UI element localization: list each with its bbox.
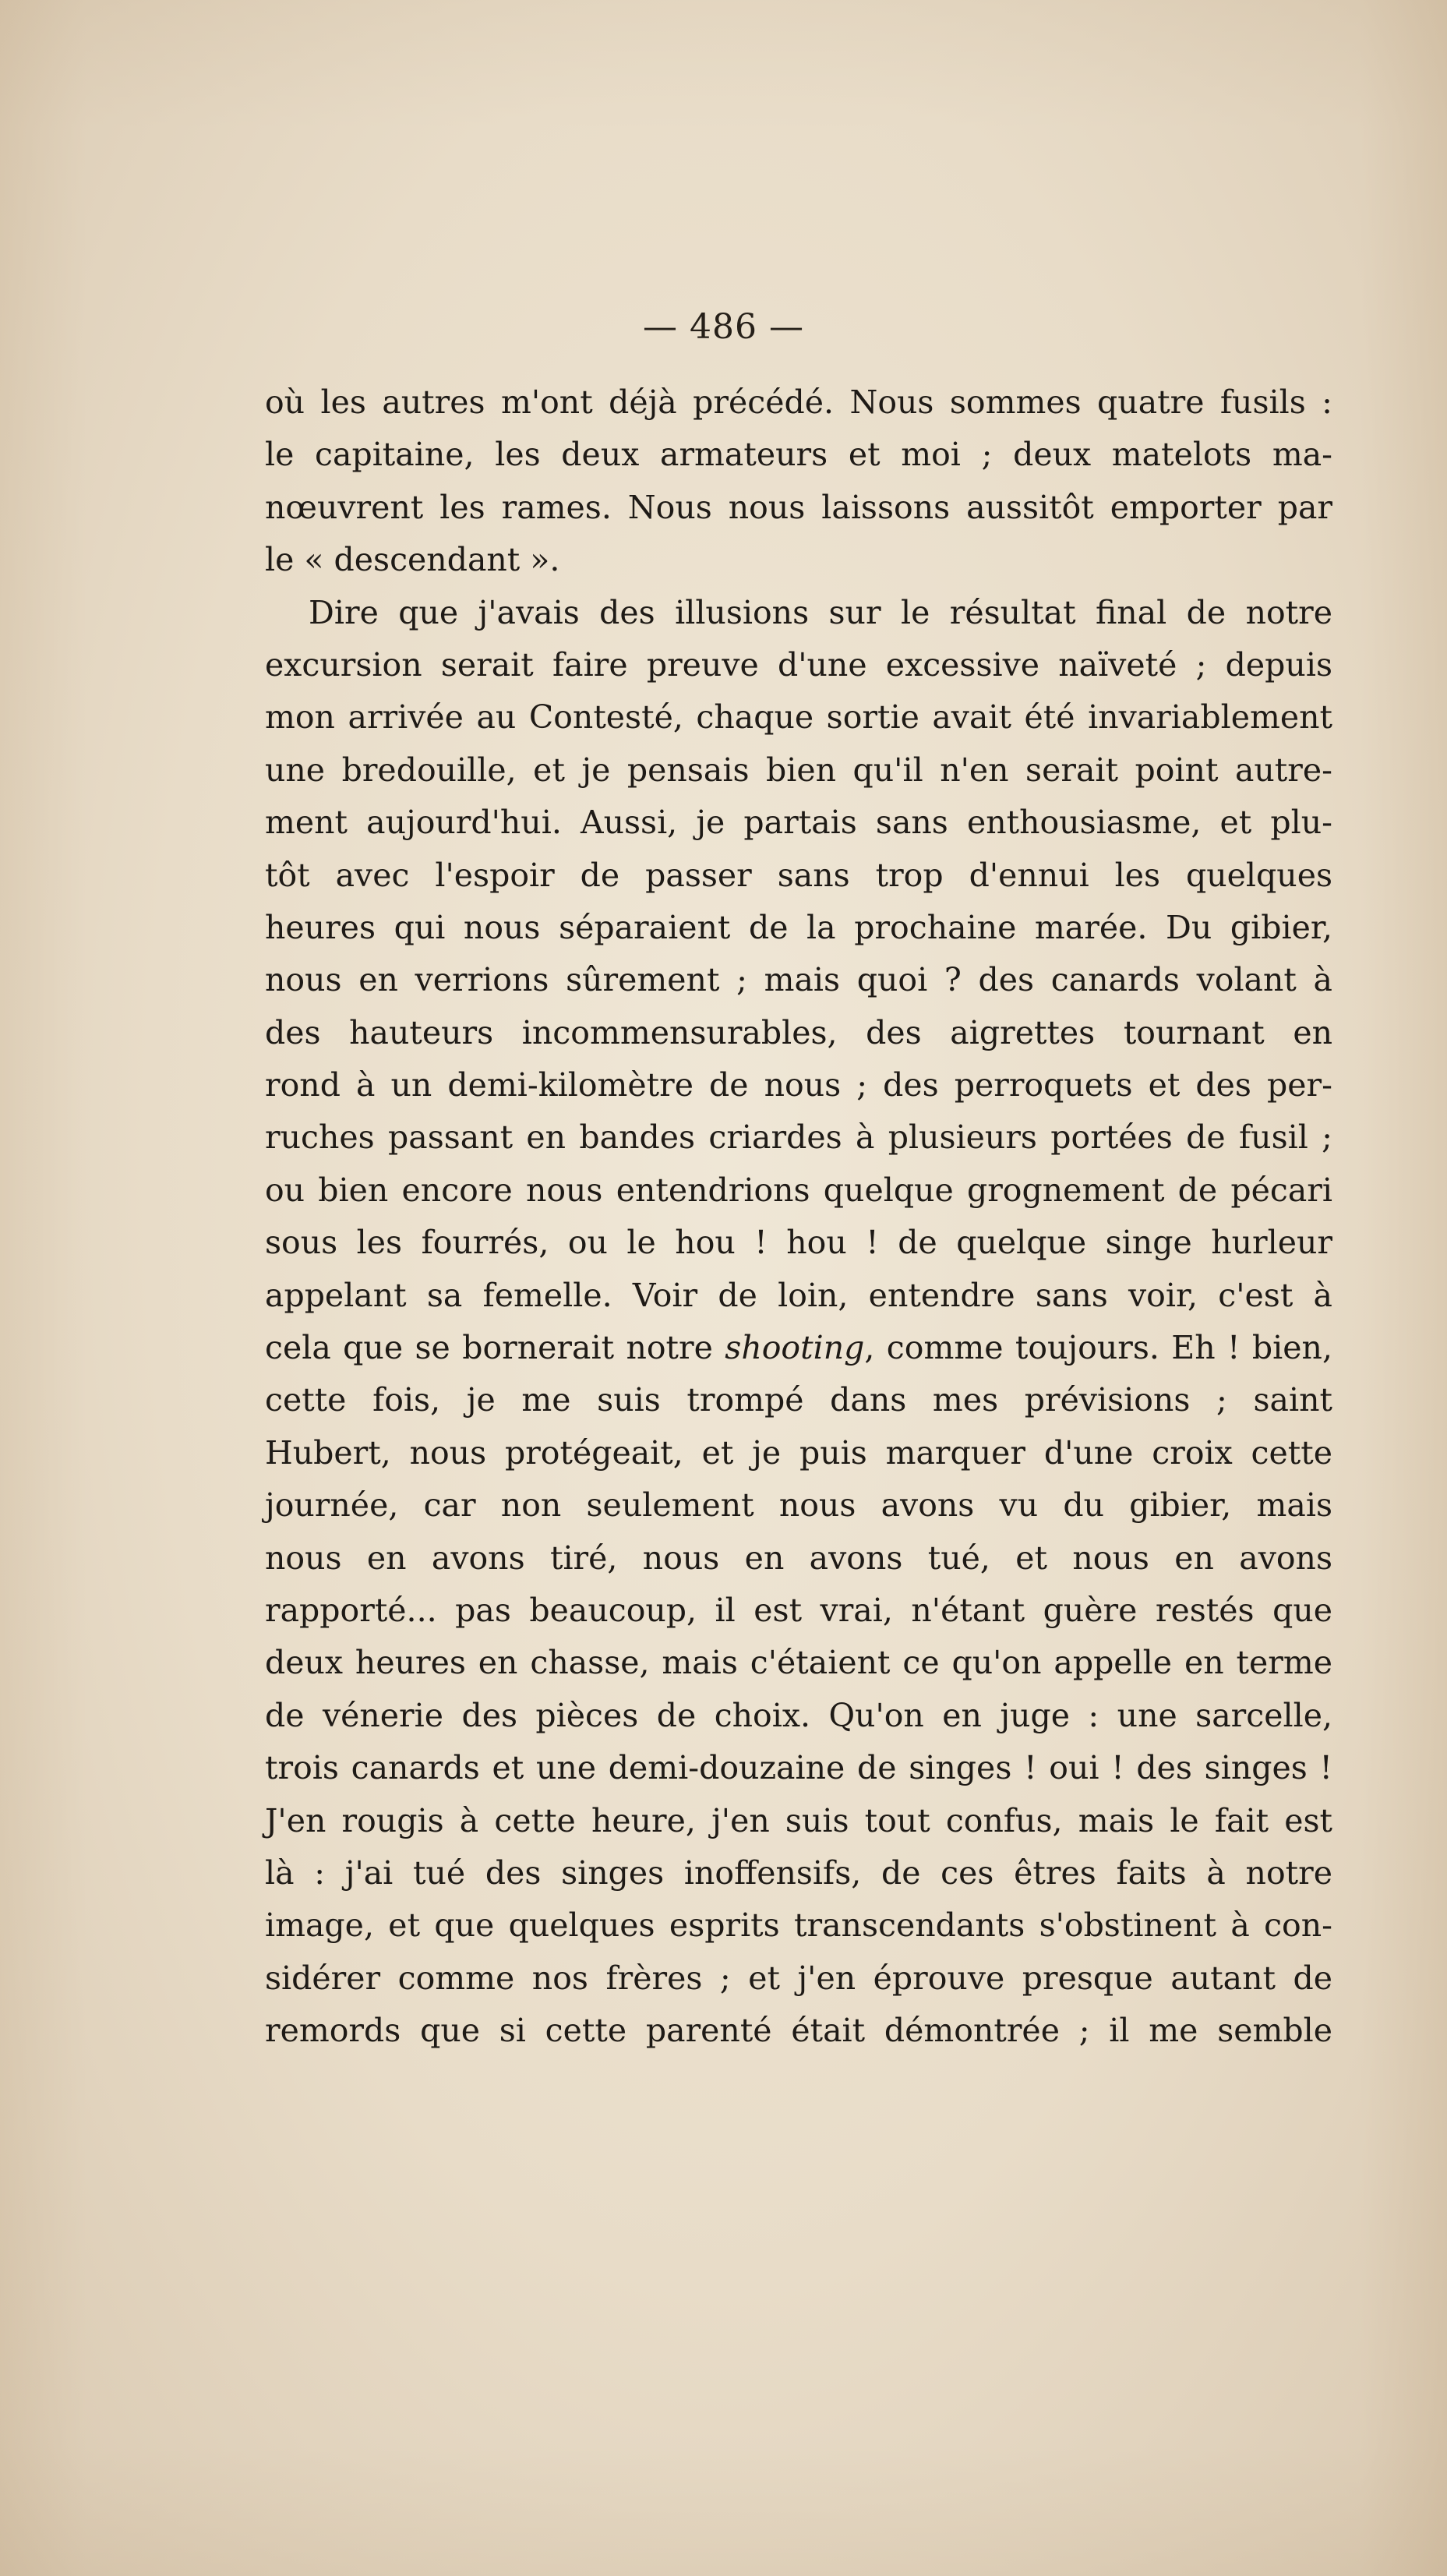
- text-line: cette fois, je me suis trompé dans mes prévisions ; saint: [265, 1381, 1332, 1419]
- text-line: ruches passant en bandes criardes à plusieurs portées de fusil ;: [265, 1118, 1332, 1157]
- text-line: cela que se bornerait notre shooting, comme toujours. Eh ! bien,: [265, 1329, 1332, 1367]
- text-line: J'en rougis à cette heure, j'en suis tout confus, mais le fait est: [265, 1801, 1332, 1839]
- text-line: tôt avec l'espoir de passer sans trop d'ennui les quelques: [265, 856, 1332, 894]
- text-line: de vénerie des pièces de choix. Qu'on en juge : une sarcelle,: [265, 1696, 1332, 1734]
- text-line: journée, car non seulement nous avons vu du gibier, mais: [265, 1486, 1332, 1525]
- text-line: rond à un demi-kilomètre de nous ; des perroquets et des per-: [265, 1066, 1332, 1104]
- text-line: excursion serait faire preuve d'une excessive naïveté ; depuis: [265, 645, 1332, 684]
- text-line: heures qui nous séparaient de la prochaine marée. Du gibier,: [265, 908, 1332, 946]
- italic-word: shooting: [725, 1329, 865, 1367]
- text-line: une bredouille, et je pensais bien qu'il n'en serait point autre-: [265, 751, 1332, 789]
- text-line: ment aujourd'hui. Aussi, je partais sans enthousiasme, et plu-: [265, 804, 1332, 842]
- text-line: là : j'ai tué des singes inoffensifs, de ces êtres faits à notre: [265, 1853, 1332, 1892]
- text-line: ou bien encore nous entendrions quelque grognement de pécari: [265, 1171, 1332, 1209]
- text-line: trois canards et une demi-douzaine de singes ! oui ! des singes !: [265, 1749, 1332, 1787]
- page-number-header: — 486 —: [643, 307, 804, 347]
- text-line: des hauteurs incommensurables, des aigrettes tournant en: [265, 1013, 1332, 1051]
- text-line: le capitaine, les deux armateurs et moi ; deux matelots ma-: [265, 436, 1332, 474]
- text-line: sidérer comme nos frères ; et j'en éprouve presque autant de: [265, 1959, 1332, 1997]
- body-text: [265, 376, 1332, 2058]
- text-line: nous en avons tiré, nous en avons tué, et nous en avons: [265, 1539, 1332, 1577]
- text-line: où les autres m'ont déjà précédé. Nous sommes quatre fusils :: [265, 383, 1332, 421]
- text-line: image, et que quelques esprits transcendants s'obstinent à con-: [265, 1906, 1332, 1945]
- text-line: nous en verrions sûrement ; mais quoi ? des canards volant à: [265, 961, 1332, 999]
- text-line: appelant sa femelle. Voir de loin, entendre sans voir, c'est à: [265, 1276, 1332, 1314]
- text-line: le « descendant ».: [265, 541, 560, 579]
- text-line: remords que si cette parenté était démontrée ; il me semble: [265, 2012, 1332, 2050]
- text-line: mon arrivée au Contesté, chaque sortie avait été invariablement: [265, 698, 1332, 737]
- text-line: sous les fourrés, ou le hou ! hou ! de quelque singe hurleur: [265, 1224, 1332, 1262]
- text-line: rapporté... pas beaucoup, il est vrai, n'étant guère restés que: [265, 1591, 1332, 1629]
- text-line: deux heures en chasse, mais c'étaient ce qu'on appelle en terme: [265, 1644, 1332, 1682]
- text-line: Hubert, nous protégeait, et je puis marquer d'une croix cette: [265, 1433, 1332, 1472]
- text-line: nœuvrent les rames. Nous nous laissons aussitôt emporter par: [265, 488, 1332, 526]
- text-line: Dire que j'avais des illusions sur le résultat final de notre: [309, 593, 1332, 631]
